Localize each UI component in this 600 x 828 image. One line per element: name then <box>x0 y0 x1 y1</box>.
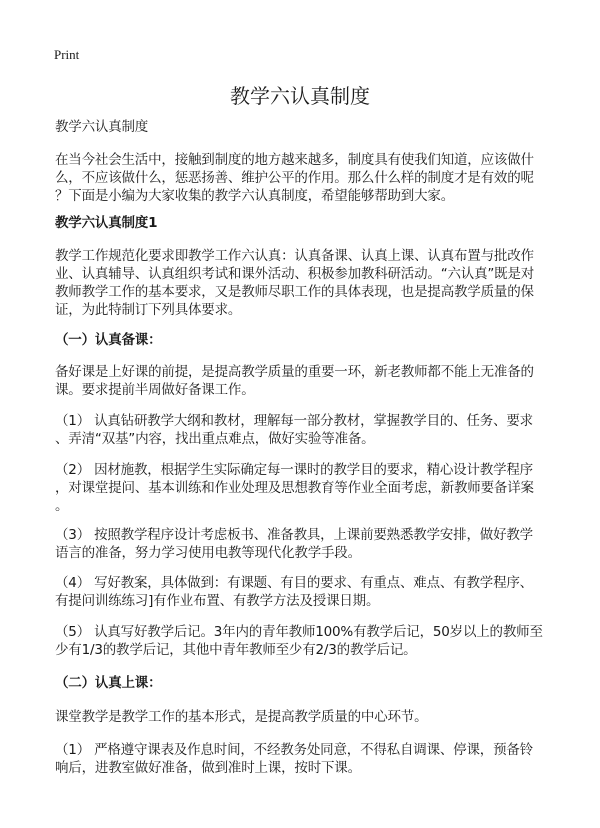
text-line: 教学六认真制度1 <box>55 215 158 231</box>
text-line: 课堂教学是教学工作的基本形式，是提高教学质量的中心环节。 <box>55 709 428 725</box>
text-line: 么，不应该做什么，惩恶扬善、维护公平的作用。那么什么样的制度才是有效的呢 <box>55 170 534 186</box>
text-line: ，对课堂提问、基本训练和作业处理及思想教育等作业全面考虑，新教师要备详案 <box>55 480 534 496</box>
section-heading <box>55 214 555 232</box>
text-line: 证，为此特制订下列具体要求。 <box>55 302 242 318</box>
text-line: （1） 严格遵守课表及作息时间，不经教务处同意，不得私自调课、停课，预备铃 <box>55 742 533 758</box>
text-line: （1） 认真钻研教学大纲和教材，理解每一部分教材，掌握教学目的、任务、要求 <box>55 413 533 429</box>
text-line: 教学工作规范化要求即教学工作六认真：认真备课、认真上课、认真布置与批改作 <box>55 248 534 264</box>
paragraph <box>55 412 555 448</box>
text-line: （3） 按照教学程序设计考虑板书、准备教具，上课前要熟悉教学安排，做好教学 <box>55 527 533 543</box>
paragraph <box>55 574 555 610</box>
paragraph <box>55 708 555 726</box>
print-link[interactable]: Print <box>54 47 80 62</box>
text-line: 业、认真辅导、认真组织考试和课外活动、积极参加教科研活动。“六认真”既是对 <box>55 266 535 282</box>
section-heading <box>55 331 555 349</box>
document-subtitle: 教学六认真制度 <box>55 119 149 135</box>
page-title: 教学六认真制度 <box>230 84 370 108</box>
text-line: 、弄清“双基”内容，找出重点难点，做好实验等准备。 <box>55 431 375 447</box>
paragraph <box>55 151 555 205</box>
paragraph <box>55 363 555 399</box>
text-line: （一）认真备课： <box>55 332 162 348</box>
text-line: （5） 认真写好教学后记。3年内的青年教师100%有教学后记，50岁以上的教师至 <box>55 624 543 640</box>
text-line: 课。要求提前半周做好备课工作。 <box>55 382 255 398</box>
paragraph <box>55 623 555 659</box>
paragraph <box>55 247 555 319</box>
paragraph <box>55 461 555 515</box>
text-line: 语言的准备，努力学习使用电教等现代化教学手段。 <box>55 545 361 561</box>
text-line: 有提问训练练习]有作业布置、有教学方法及授课日期。 <box>55 593 380 609</box>
section-heading <box>55 674 555 692</box>
text-line: 备好课是上好课的前提，是提高教学质量的重要一环，新老教师都不能上无准备的 <box>55 364 534 380</box>
text-line: 在当今社会生活中，接触到制度的地方越来越多，制度具有使我们知道，应该做什 <box>55 152 534 168</box>
text-line: （二）认真上课： <box>55 675 162 691</box>
text-line: （4） 写好教案，具体做到：有课题、有目的要求、有重点、难点、有教学程序、 <box>55 575 533 591</box>
text-line: 少有1/3的教学后记，其他中青年教师至少有2/3的教学后记。 <box>55 642 417 658</box>
paragraph <box>55 741 555 777</box>
text-line: （2） 因材施教，根据学生实际确定每一课时的教学目的要求，精心设计教学程序 <box>55 462 533 478</box>
text-line: ？下面是小编为大家收集的教学六认真制度，希望能够帮助到大家。 <box>55 188 454 204</box>
text-line: 响后，进教室做好准备，做到准时上课，按时下课。 <box>55 760 361 776</box>
text-line: 。 <box>55 498 69 514</box>
paragraph <box>55 526 555 562</box>
text-line: 教师教学工作的基本要求，又是教师尽职工作的具体表现，也是提高教学质量的保 <box>55 284 534 300</box>
